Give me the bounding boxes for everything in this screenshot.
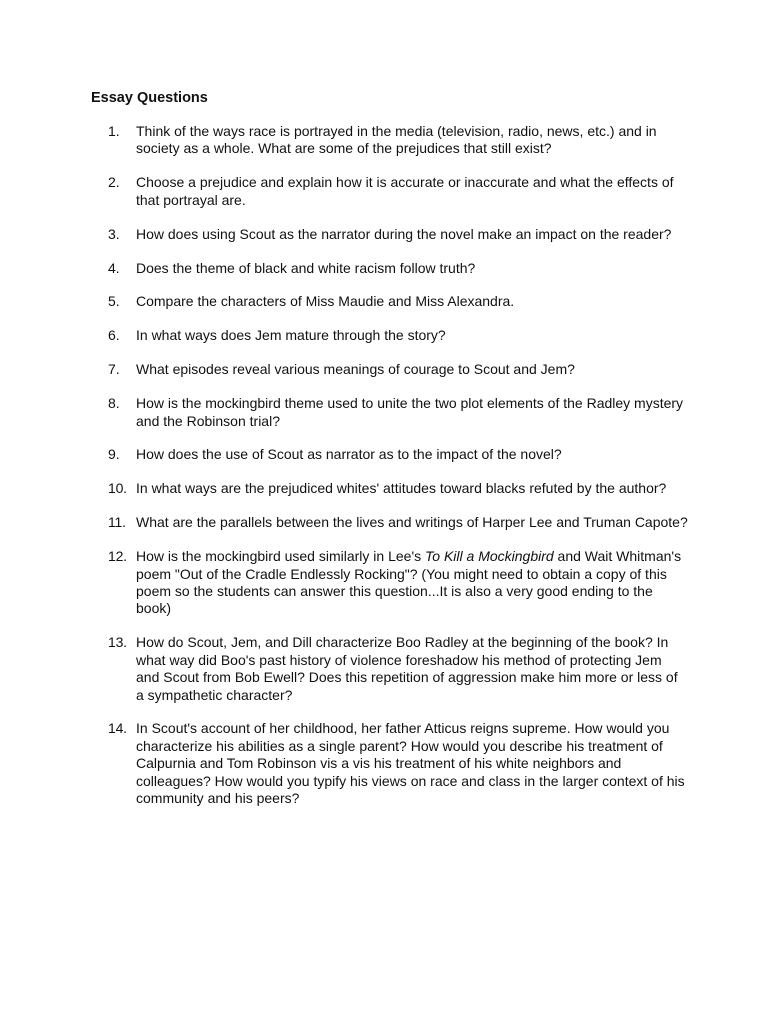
question-text: In Scout's account of her childhood, her father Atticus reigns supreme. How would you characterize his abilities as a single parent? How would you describe his treatment of Calpurnia and Tom Robinson vis a vis his treatment of his white neighbors and colleagues? How would you typify his views on race and class in the larger context of his community and his peers? [136,720,685,807]
question-text: How does the use of Scout as narrator as to the impact of the novel? [136,446,562,463]
question-text: Does the theme of black and white racism follow truth? [136,259,476,276]
question-text: How does using Scout as the narrator during the novel make an impact on the reader? [136,225,672,242]
question-text: Choose a prejudice and explain how it is accurate or inaccurate and what the effects of that portrayal are. [136,174,674,208]
question-item [108,548,688,618]
question-number: 5. [108,293,120,310]
question-number: 2. [108,174,120,191]
question-text: How do Scout, Jem, and Dill characterize Boo Radley at the beginning of the book? In what way did Boo's past history of violence foreshadow his method of protecting Jem and Scout from Bob Ewell? Does this repetition of aggression make him more or less of a sympathetic character? [136,634,678,703]
question-number: 7. [108,361,120,378]
question-text-tail: and Wait Whitman's poem "Out of the Cradle Endlessly Rocking"? (You might need to obtain a copy of this poem so the students can answer this question...It is also a very good ending to the book) [136,548,682,617]
question-number: 1. [108,123,120,139]
question-text: How is the mockingbird theme used to unite the two plot elements of the Radley mystery and the Robinson trial? [136,395,684,429]
question-item [108,123,688,158]
question-number: 4. [108,259,120,276]
question-text [136,548,688,618]
question-number: 8. [108,395,120,412]
question-number: 3. [108,225,120,242]
question-number: 11. [108,514,126,531]
question-text: What episodes reveal various meanings of courage to Scout and Jem? [136,361,575,378]
page-heading: Essay Questions [91,90,208,106]
question-item [108,226,688,243]
question-text: In what ways does Jem mature through the story? [136,327,446,344]
book-title: To Kill a Mockingbird [425,548,554,565]
question-item [108,446,688,463]
question-text: Compare the characters of Miss Maudie and Miss Alexandra. [136,293,515,310]
question-item [108,174,688,209]
question-item [108,293,688,310]
question-item [108,720,688,807]
question-number: 6. [108,327,120,344]
question-text: In what ways are the prejudiced whites' attitudes toward blacks refuted by the author? [136,480,667,497]
question-item [108,480,688,497]
question-text: Think of the ways race is portrayed in the media (television, radio, news, etc.) and in society as a whole. What are some of the prejudices that still exist? [136,123,657,157]
essay-question-list [108,123,688,824]
question-item [108,327,688,344]
question-number: 9. [108,446,120,463]
question-number: 14. [108,720,127,737]
question-text: What are the parallels between the lives and writings of Harper Lee and Truman Capote? [136,514,688,531]
question-item [108,260,688,277]
question-item [108,395,688,430]
question-item [108,514,688,531]
question-item [108,634,688,704]
question-number: 13. [108,634,127,651]
question-text-lead: How is the mockingbird used similarly in Lee's [136,548,426,565]
question-item [108,361,688,378]
question-number: 10. [108,480,127,497]
question-number: 12. [108,548,127,565]
